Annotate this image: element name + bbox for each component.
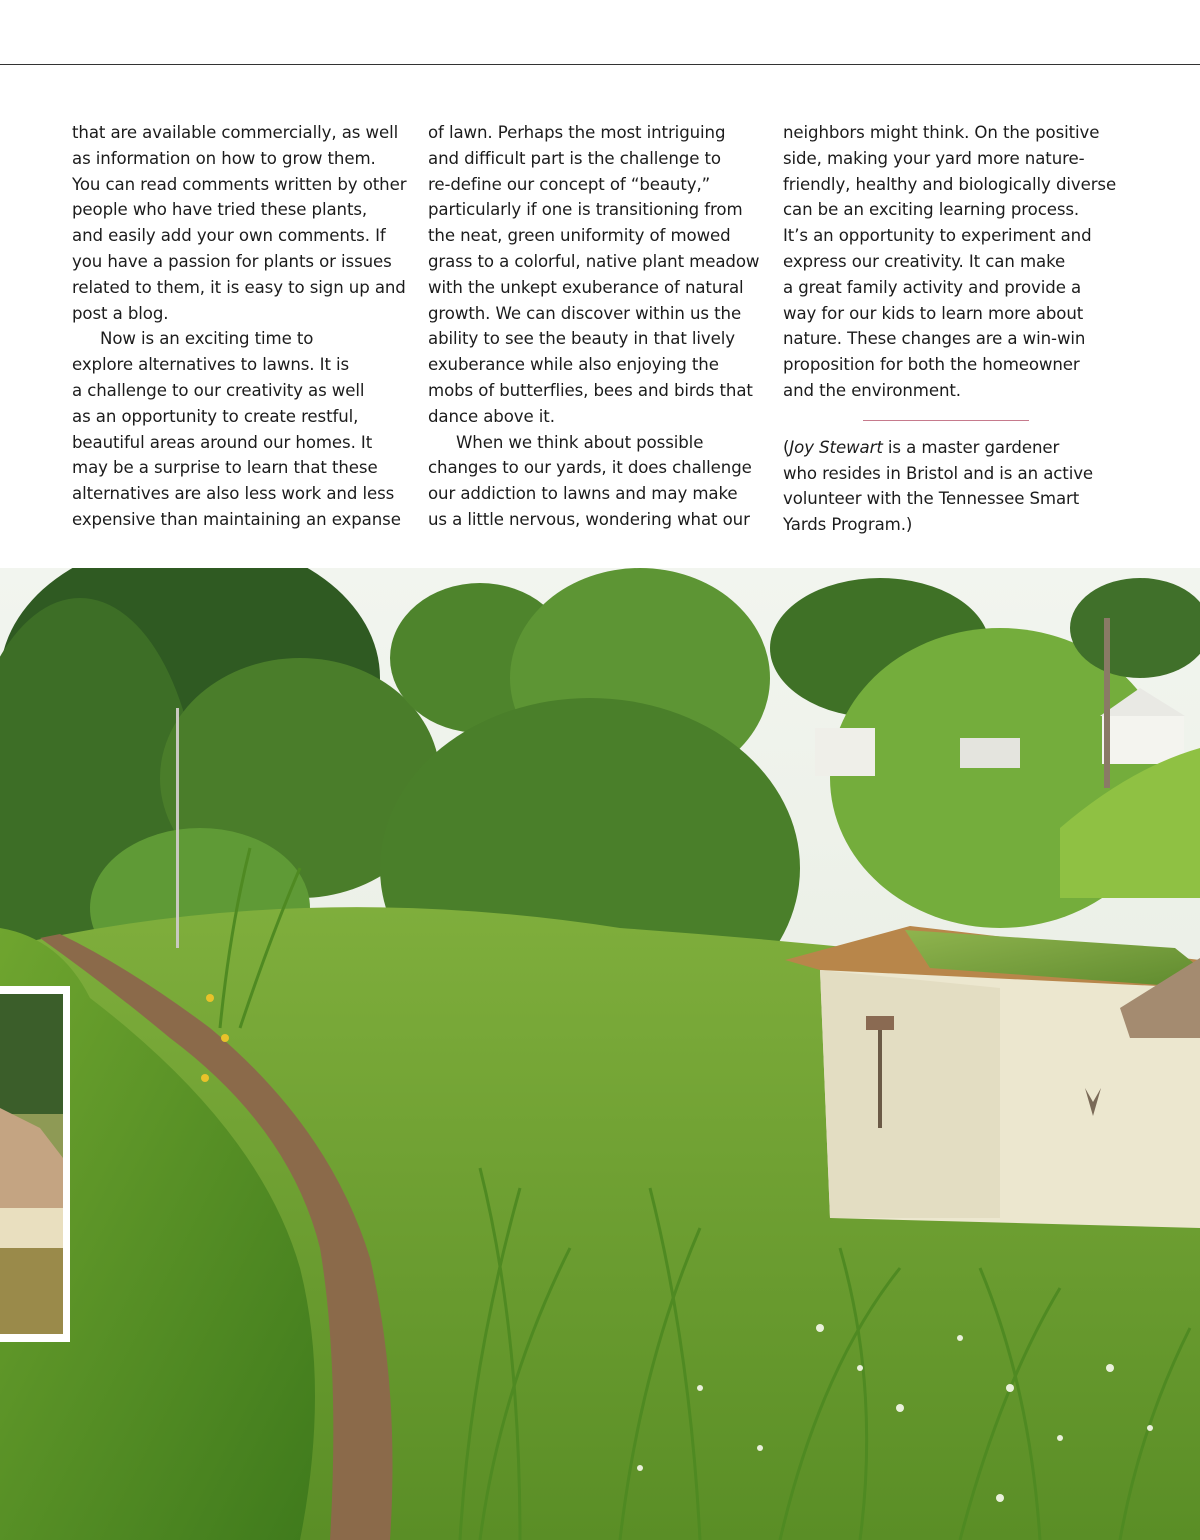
bio-line-3: volunteer with the Tennessee Smart	[783, 489, 1080, 509]
text-line: friendly, healthy and biologically diverse	[783, 174, 1117, 194]
author-bio	[783, 435, 1118, 538]
birdhouse	[866, 1016, 894, 1030]
text-line: post a blog.	[72, 303, 169, 323]
garden-meadow-photo	[0, 568, 1200, 1540]
text-line: side, making your yard more nature-	[783, 148, 1085, 168]
article-column-2	[428, 120, 763, 533]
text-line: neighbors might think. On the positive	[783, 123, 1100, 142]
text-line: may be a surprise to learn that these	[72, 458, 378, 478]
paragraph	[72, 120, 407, 326]
text-line: ability to see the beauty in that lively	[428, 329, 735, 349]
bio-line-2: who resides in Bristol and is an active	[783, 463, 1094, 483]
text-line: proposition for both the homeowner	[783, 355, 1080, 375]
text-line: exuberance while also enjoying the	[428, 355, 719, 375]
bio-paren: (	[783, 437, 790, 457]
text-line: express our creativity. It can make	[783, 251, 1066, 271]
article-body	[0, 120, 1200, 560]
text-line: Now is an exciting time to	[100, 329, 314, 349]
article-column-3	[783, 120, 1118, 538]
text-line: us a little nervous, wondering what our	[428, 509, 750, 529]
power-pole	[1104, 618, 1110, 788]
green-roof-shed	[785, 926, 1200, 1228]
utility-pole	[176, 708, 179, 948]
paragraph	[428, 120, 763, 430]
text-line: people who have tried these plants,	[72, 200, 368, 220]
text-line: expensive than maintaining an expanse	[72, 509, 401, 529]
text-line: as information on how to grow them.	[72, 148, 376, 168]
inset-lawn-photo	[0, 986, 70, 1342]
text-line: grass to a colorful, native plant meadow	[428, 251, 760, 271]
paragraph	[428, 430, 763, 533]
author-name: Joy Stewart	[789, 437, 883, 457]
text-line: It’s an opportunity to experiment and	[783, 226, 1092, 246]
article-column-1	[72, 120, 407, 533]
text-line: particularly if one is transitioning from	[428, 200, 743, 220]
text-line: and the environment.	[783, 380, 961, 400]
section-divider	[863, 420, 1029, 421]
text-line: and easily add your own comments. If	[72, 226, 386, 246]
text-line: growth. We can discover within us the	[428, 303, 742, 323]
text-line: nature. These changes are a win-win	[783, 329, 1086, 349]
text-line: with the unkept exuberance of natural	[428, 277, 744, 297]
bio-line-4: Yards Program.)	[783, 515, 913, 535]
text-line: explore alternatives to lawns. It is	[72, 355, 350, 375]
text-line: alternatives are also less work and less	[72, 484, 395, 504]
text-line: beautiful areas around our homes. It	[72, 432, 373, 452]
header-rule	[0, 64, 1200, 65]
paragraph	[783, 120, 1118, 404]
text-line: You can read comments written by other	[72, 174, 407, 194]
text-line: that are available commercially, as well	[72, 123, 399, 142]
text-line: of lawn. Perhaps the most intriguing	[428, 123, 726, 142]
text-line: the neat, green uniformity of mowed	[428, 226, 731, 246]
text-line: as an opportunity to create restful,	[72, 406, 359, 426]
text-line: re-define our concept of “beauty,”	[428, 174, 711, 194]
text-line: dance above it.	[428, 406, 555, 426]
text-line: changes to our yards, it does challenge	[428, 458, 752, 478]
text-line: our addiction to lawns and may make	[428, 484, 738, 504]
text-line: you have a passion for plants or issues	[72, 251, 392, 271]
text-line: a great family activity and provide a	[783, 277, 1082, 297]
text-line: and difficult part is the challenge to	[428, 148, 721, 168]
text-line: When we think about possible	[456, 432, 704, 452]
bio-line-1-rest: is a master gardener	[882, 437, 1060, 457]
bio-line-1	[783, 435, 1118, 461]
birdhouse-pole	[878, 1028, 882, 1128]
paragraph	[72, 326, 407, 532]
text-line: a challenge to our creativity as well	[72, 380, 365, 400]
text-line: way for our kids to learn more about	[783, 303, 1084, 323]
text-line: related to them, it is easy to sign up and	[72, 277, 406, 297]
text-line: mobs of butterflies, bees and birds that	[428, 380, 753, 400]
text-line: can be an exciting learning process.	[783, 200, 1080, 220]
